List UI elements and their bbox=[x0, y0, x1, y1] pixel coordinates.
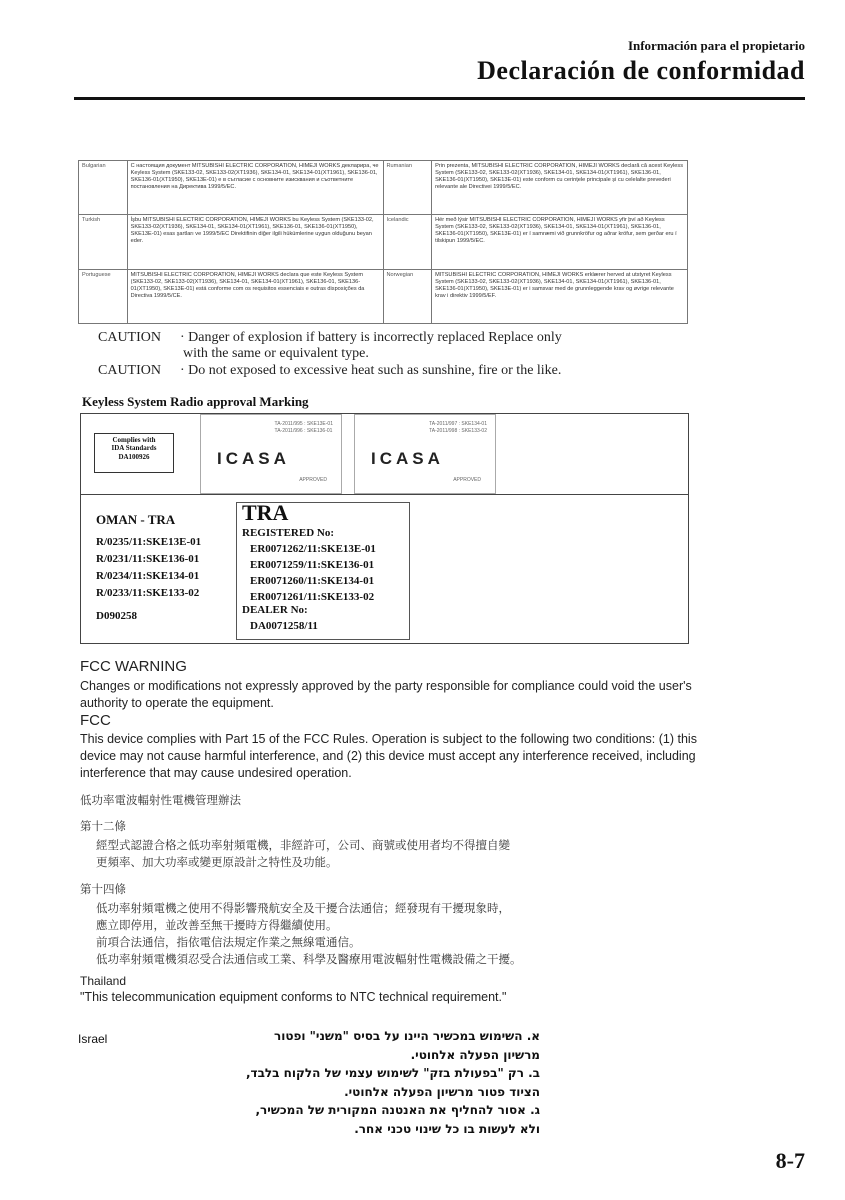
taiwan-article-14-text: 低功率射頻電機須忍受合法通信或工業、科學及醫療用電波輻射性電機設備之干擾。 bbox=[96, 952, 522, 966]
fcc-text: This device complies with Part 15 of the FCC Rules. Operation is subject to the following two conditions: (1) this device may not cause harmful interference, and (2) this device must accept any interference received, including interference that may cause undesired operation. bbox=[80, 732, 697, 780]
fcc-heading: FCC bbox=[80, 712, 111, 729]
icasa-number: TA-2011/997 : SKE134-01 bbox=[429, 421, 487, 427]
declaration-text: İşbu MITSUBISHI ELECTRIC CORPORATION, HIMEJI WORKS bu Keyless System (SKE133-02, SKE133-02(XT1936), SKE134-01, SKE134-01(XT1961), SKE136-01, SKE136-01(XT1950), SKE13E-01) esas şartları ve 1999/5/EC Direktifinin diğer ilgili hükümlerine uygun olduğunu beyan eder. bbox=[127, 215, 383, 269]
language-cell: Bulgarian bbox=[79, 161, 128, 215]
caution-text-continued: with the same or equivalent type. bbox=[183, 346, 369, 361]
tra-registered-label: REGISTERED No: bbox=[242, 527, 334, 539]
israel-line: א. השימוש במכשיר היינו על בסיס "משני" ופטור bbox=[273, 1029, 540, 1043]
icasa-mark-2 bbox=[354, 414, 496, 494]
table-row bbox=[79, 269, 688, 323]
header-rule bbox=[74, 97, 805, 100]
caution-battery bbox=[98, 330, 562, 362]
fcc-warning-heading: FCC WARNING bbox=[80, 658, 187, 675]
radio-approval-title: Keyless System Radio approval Marking bbox=[82, 394, 309, 409]
taiwan-article-14-text: 前項合法通信，指依電信法規定作業之無線電通信。 bbox=[96, 935, 361, 949]
oman-tra-title: OMAN - TRA bbox=[96, 512, 176, 527]
declaration-text: С настоящия документ MITSUBISHI ELECTRIC CORPORATION, HIMEJI WORKS декларира, че Keyless System (SKE133-02, SKE133-02(XT1936), SKE134-01, SKE134-01(XT1961), SKE136-01, SKE136-01(XT1950), SKE13E-01) е в съгласие с основните изисквания и съответните постановления на Директива 1999/5/EC. bbox=[127, 161, 383, 215]
oman-registration: R/0231/11:SKE136-01 bbox=[96, 553, 200, 565]
tra-registration: ER0071259/11:SKE136-01 bbox=[250, 559, 375, 571]
oman-registration: R/0233/11:SKE133-02 bbox=[96, 587, 200, 599]
taiwan-article-12: 第十二條 bbox=[80, 819, 126, 833]
tra-registration: ER0071260/11:SKE134-01 bbox=[250, 575, 375, 587]
icasa-approved: APPROVED bbox=[453, 477, 481, 483]
icasa-approved: APPROVED bbox=[299, 477, 327, 483]
taiwan-article-12-text: 更頻率、加大功率或變更原設計之特性及功能。 bbox=[96, 855, 338, 869]
caution-text: · Do not exposed to excessive heat such as sunshine, fire or the like. bbox=[180, 363, 562, 378]
page-title: Declaración de conformidad bbox=[477, 56, 805, 85]
thailand-heading: Thailand bbox=[80, 974, 127, 988]
header-subtitle: Información para el propietario bbox=[627, 38, 805, 53]
tra-registration: ER0071262/11:SKE13E-01 bbox=[250, 543, 376, 555]
language-cell: Icelandic bbox=[383, 215, 432, 269]
tra-title: TRA bbox=[242, 500, 289, 525]
taiwan-article-14-text: 應立即停用，並改善至無干擾時方得繼續使用。 bbox=[96, 918, 338, 932]
oman-registration: R/0234/11:SKE134-01 bbox=[96, 570, 200, 582]
tra-dealer-number: DA0071258/11 bbox=[250, 620, 318, 632]
oman-dealer: D090258 bbox=[96, 610, 137, 622]
table-row bbox=[79, 161, 688, 215]
thailand-text: "This telecommunication equipment conforms to NTC technical requirement." bbox=[80, 990, 507, 1004]
icasa-number: TA-2011/996 : SKE136-01 bbox=[274, 428, 333, 434]
page-number: 8-7 bbox=[775, 1148, 805, 1173]
declaration-text: MITSUBISHI ELECTRIC CORPORATION, HIMEJI WORKS erklærer herved at utstyret Keyless System (SKE133-02, SKE133-02(XT1936), SKE134-01, SKE134-01(XT1961), SKE136-01, SKE136-01(XT1950), SKE13E-01) er i samsvar med de grunnleggende krav og øvrige relevante krav i direktiv 1999/5/EF. bbox=[432, 269, 688, 323]
table-row bbox=[79, 215, 688, 269]
icasa-numbers bbox=[429, 421, 487, 435]
declaration-table bbox=[78, 160, 688, 324]
israel-text bbox=[240, 1027, 540, 1138]
israel-heading: Israel bbox=[78, 1032, 108, 1046]
ida-line: DA100926 bbox=[118, 452, 150, 461]
caution-label: CAUTION bbox=[98, 363, 161, 378]
caution-text: · Danger of explosion if battery is incorrectly replaced Replace only bbox=[180, 330, 562, 345]
taiwan-regulation-title: 低功率電波輻射性電機管理辦法 bbox=[80, 793, 241, 807]
declaration-text: Prin prezenta, MITSUBISHI ELECTRIC CORPORATION, HIMEJI WORKS declară că acest Keyless System (SKE133-02, SKE133-02(XT1936), SKE134-01, SKE134-01(XT1961), SKE136-01, SKE136-01(XT1950), SKE13E-01) este conform cu cerințele principale și cu celelalte prevederi relevante ale Directivei 1999/5/EC. bbox=[432, 161, 688, 215]
israel-line: ג. אסור להחליף את האנטנה המקורית של המכשיר, bbox=[255, 1103, 540, 1117]
israel-line: ולא לעשות בו כל שינוי טכני אחר. bbox=[354, 1121, 540, 1136]
ida-line: IDA Standards bbox=[111, 444, 157, 453]
tra-registration: ER0071261/11:SKE133-02 bbox=[250, 591, 375, 603]
ida-compliance-label bbox=[94, 433, 174, 473]
israel-line: ב. רק "בפעולת בזק" לשימוש עצמי של הלקוח בלבד, bbox=[245, 1066, 540, 1080]
icasa-numbers bbox=[275, 421, 333, 435]
icasa-logo: ICASA bbox=[217, 449, 290, 468]
taiwan-article-14-text: 低功率射頻電機之使用不得影響飛航安全及干擾合法通信；經發現有干擾現象時， bbox=[96, 901, 510, 915]
declaration-text: Hér með lýsir MITSUBISHI ELECTRIC CORPORATION, HIMEJI WORKS yfir því að Keyless System (SKE133-02, SKE133-02(XT1936), SKE134-01, SKE134-01(XT1961), SKE136-01, SKE136-01(XT1950), SKE13E-01) er í samræmi við grunnkröfur og aðrar kröfur, sem gerðar eru í tilskipun 1999/5/EC. bbox=[432, 215, 688, 269]
caution-heat bbox=[98, 363, 561, 379]
language-cell: Turkish bbox=[79, 215, 128, 269]
language-cell: Norwegian bbox=[383, 269, 432, 323]
icasa-mark-1 bbox=[200, 414, 342, 494]
taiwan-article-12-text: 經型式認證合格之低功率射頻電機，非經許可，公司、商號或使用者均不得擅自變 bbox=[96, 838, 510, 852]
oman-registration: R/0235/11:SKE13E-01 bbox=[96, 536, 202, 548]
language-cell: Portuguese bbox=[79, 269, 128, 323]
israel-line: הציוד פטור מרשיון הפעלה אלחוטי. bbox=[344, 1084, 540, 1099]
declaration-text: MITSUBISHI ELECTRIC CORPORATION, HIMEJI WORKS declara que este Keyless System (SKE133-02, SKE133-02(XT1936), SKE134-01, SKE134-01(XT1961), SKE136-01, SKE136-01(XT1950), SKE13E-01) está conforme com os requisitos essenciais e outras disposições da Directiva 1999/5/CE. bbox=[127, 269, 383, 323]
language-cell: Rumanian bbox=[383, 161, 432, 215]
tra-dealer-label: DEALER No: bbox=[242, 604, 308, 616]
icasa-logo: ICASA bbox=[371, 449, 444, 468]
israel-line: מרשיון הפעלה אלחוטי. bbox=[410, 1047, 540, 1062]
ida-line: Complies with bbox=[112, 436, 156, 444]
taiwan-article-14: 第十四條 bbox=[80, 882, 126, 896]
caution-label: CAUTION bbox=[98, 330, 161, 345]
fcc-warning-text: Changes or modifications not expressly approved by the party responsible for compliance could void the user's authority to operate the equipment. bbox=[80, 679, 692, 710]
icasa-number: TA-2011/998 : SKE133-02 bbox=[429, 428, 487, 434]
icasa-number: TA-2011/995 : SKE13E-01 bbox=[274, 421, 333, 427]
